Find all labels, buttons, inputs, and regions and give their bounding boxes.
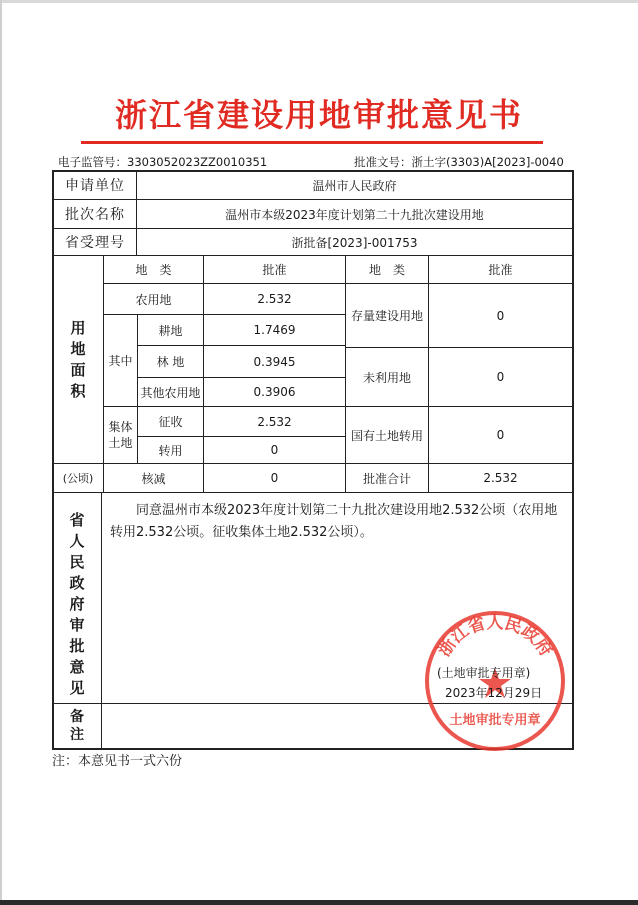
other-farm-label: 其他农用地 bbox=[140, 385, 201, 400]
farm-land-label: 农用地 bbox=[135, 292, 172, 307]
acceptance-number: 浙批备[2023]-001753 bbox=[291, 235, 418, 250]
cultivated-label: 耕地 bbox=[158, 323, 183, 338]
total-value: 2.532 bbox=[483, 471, 518, 485]
transfer-label: 转用 bbox=[158, 443, 183, 458]
unused-land-label: 未利用地 bbox=[362, 370, 411, 385]
expropriation-label: 征收 bbox=[158, 415, 183, 429]
area-unit: (公顷) bbox=[62, 472, 94, 485]
reduce-value: 0 bbox=[270, 471, 279, 485]
remarks-label: 备 注 bbox=[70, 709, 84, 743]
supervision-number: 电子监管号：3303052023ZZ0010351 bbox=[58, 155, 268, 169]
farm-land-value: 2.532 bbox=[257, 292, 292, 306]
unused-land-value: 0 bbox=[496, 370, 505, 384]
seal-date: 2023年12月29日 bbox=[445, 686, 543, 700]
approval-opinion-text: 同意温州市本级2023年度计划第二十九批次建设用地2.532公顷（农用地转用2.532公顷。征收集体土地2.532公顷）。 bbox=[110, 503, 558, 540]
forest-label: 林 地 bbox=[156, 355, 185, 369]
scan-top-edge bbox=[0, 0, 638, 3]
stock-construction-label: 存量建设用地 bbox=[350, 309, 423, 323]
header-land-type-2: 地 类 bbox=[368, 263, 405, 277]
svg-text:土地审批专用章: 土地审批专用章 bbox=[449, 713, 541, 728]
approval-doc-number: 批准文号：浙土字(3303)A[2023]-0040 bbox=[354, 155, 564, 169]
footnote: 注：本意见书一式六份 bbox=[52, 754, 183, 769]
gov-opinion-label: 省 人 民 政 府 审 批 意 见 bbox=[69, 511, 85, 697]
header-land-type: 地 类 bbox=[135, 263, 172, 277]
of-which-label: 其中 bbox=[108, 354, 133, 368]
transfer-value: 0 bbox=[270, 443, 279, 457]
forest-value: 0.3945 bbox=[253, 354, 296, 369]
state-land-value: 0 bbox=[496, 428, 505, 442]
state-land-label: 国有土地转用 bbox=[350, 428, 423, 443]
acceptance-label: 省受理号 bbox=[65, 235, 125, 251]
seal-label: (土地审批专用章) bbox=[437, 666, 531, 680]
header-approved-2: 批准 bbox=[488, 263, 513, 277]
cultivated-value: 1.7469 bbox=[253, 323, 296, 337]
svg-text:浙江省人民政府: 浙江省人民政府 bbox=[434, 612, 556, 661]
title-underline bbox=[81, 141, 543, 144]
official-seal bbox=[420, 606, 570, 756]
applicant-value: 温州市人民政府 bbox=[312, 178, 397, 193]
reduce-label: 核减 bbox=[141, 471, 166, 486]
header-approved: 批准 bbox=[262, 263, 287, 277]
scan-bottom-edge bbox=[0, 900, 638, 905]
document-title: 浙江省建设用地审批意见书 bbox=[114, 96, 523, 134]
other-farm-value: 0.3906 bbox=[253, 385, 296, 399]
total-label: 批准合计 bbox=[362, 471, 411, 486]
batch-label: 批次名称 bbox=[65, 207, 125, 223]
batch-name: 温州市本级2023年度计划第二十九批次建设用地 bbox=[225, 207, 484, 222]
collective-land-label: 集体土地 bbox=[108, 420, 133, 450]
stock-construction-value: 0 bbox=[496, 308, 505, 323]
expropriation-value: 2.532 bbox=[257, 414, 292, 429]
area-section-label: 用 地 面 积 bbox=[70, 319, 86, 400]
applicant-label: 申请单位 bbox=[65, 178, 125, 194]
